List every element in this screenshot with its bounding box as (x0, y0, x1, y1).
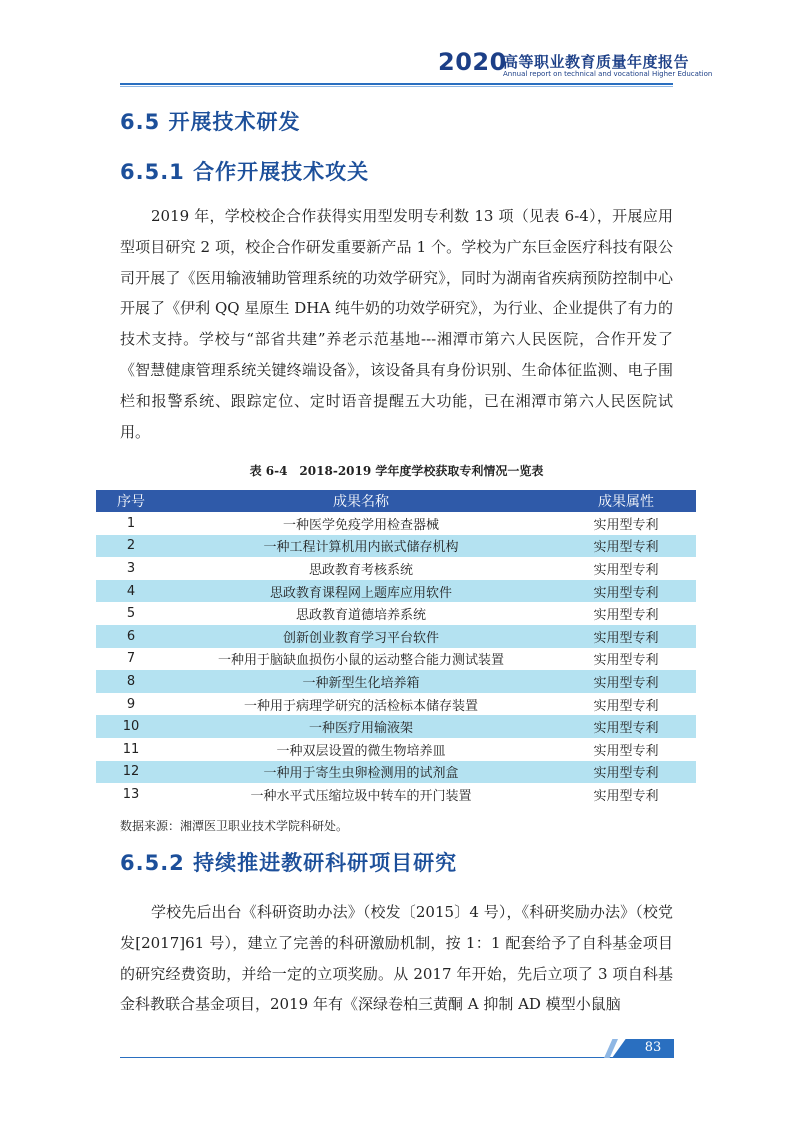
table-header-row (96, 490, 696, 512)
cell-no: 12 (96, 761, 166, 784)
table-row (96, 512, 696, 535)
cell-no: 11 (122, 741, 140, 757)
cell-no: 8 (96, 670, 166, 693)
cell-no: 2 (96, 535, 166, 558)
cell-name: 思政教育课程网上题库应用软件 (166, 580, 556, 603)
cell-no: 6 (96, 625, 166, 648)
report-title: 高等职业教育质量年度报告 (503, 53, 690, 71)
cell-name: 一种用于寄生虫卵检测用的试剂盒 (166, 761, 556, 784)
header-divider-thin (120, 86, 673, 87)
cell-attr: 实用型专利 (556, 580, 696, 603)
cell-attr: 实用型专利 (593, 788, 659, 804)
table-row (96, 648, 696, 671)
cell-attr: 实用型专利 (593, 698, 659, 714)
cell-name: 思政教育道德培养系统 (295, 608, 426, 624)
header-no: 序号 (96, 490, 166, 512)
cell-no: 4 (96, 580, 166, 603)
cell-no: 10 (96, 715, 166, 738)
cell-attr: 实用型专利 (593, 608, 659, 624)
cell-no: 3 (126, 560, 136, 576)
subsection-heading-2: 6.5.2 持续推进教研科研项目研究 (120, 851, 458, 875)
body-paragraph-1: 2019 年，学校校企合作获得实用型发明专利数 13 项（见表 6-4），开展应用型项目研究 2 项，校企合作研发重要新产品 1 个。学校为广东巨金医疗科技有限公司开展了《医用输液辅助管理系统的功效学研究》，同时为湖南省疾病预防控制中心开展了《伊利 QQ 星原生 DHA 纯牛奶的功效学研究》，为行业、企业提供了有力的技术支持。学校与“部省共建”养老示范基地---湘潭市第六人民医院，合作开发了《智慧健康管理系统关键终端设备》，该设备具有身份识别、生命体征监测、电子围栏和报警系统、跟踪定位、定时语音提醒五大功能，已在湘潭市第六人民医院试用。 (120, 207, 673, 441)
subsection-heading-1: 6.5.1 合作开展技术攻关 (120, 160, 370, 184)
cell-name: 一种双层设置的微生物培养皿 (276, 743, 446, 759)
table-row (96, 783, 696, 806)
cell-attr: 实用型专利 (556, 761, 696, 784)
table-caption: 表 6-4 2018-2019 学年度学校获取专利情况一览表 (249, 464, 544, 478)
report-year: 2020 (438, 48, 507, 76)
patent-table (96, 490, 696, 806)
cell-name: 一种新型生化培养箱 (166, 670, 556, 693)
cell-name: 一种用于病理学研究的活检标本储存装置 (243, 698, 478, 714)
footer-divider (120, 1057, 632, 1058)
cell-name: 一种水平式压缩垃圾中转车的开门装置 (250, 788, 472, 804)
header-attr: 成果属性 (556, 490, 696, 512)
table-row (96, 670, 696, 693)
cell-attr: 实用型专利 (556, 715, 696, 738)
body-paragraph-2: 学校先后出台《科研资助办法》（校发〔2015〕4 号），《科研奖励办法》（校党发[2017]61 号），建立了完善的科研激励机制，按 1：1 配套给予了自科基金项目的研究经费资助，并给一定的立项奖励。从 2017 年开始，先后立项了 3 项自科基金科教联合基金项目，2019 年有《深绿卷柏三黄酮 A 抑制 AD 模型小鼠脑 (120, 903, 673, 1014)
cell-attr: 实用型专利 (593, 517, 659, 533)
cell-name: 思政教育考核系统 (308, 562, 413, 578)
table-row (96, 625, 696, 648)
cell-no: 7 (126, 651, 136, 667)
cell-name: 创新创业教育学习平台软件 (166, 625, 556, 648)
cell-attr: 实用型专利 (556, 670, 696, 693)
cell-attr: 实用型专利 (593, 653, 659, 669)
table-row (96, 580, 696, 603)
table-row (96, 693, 696, 716)
cell-name: 一种工程计算机用内嵌式储存机构 (166, 535, 556, 558)
table-row (96, 761, 696, 784)
cell-name: 一种医学免疫学用检查器械 (282, 517, 439, 533)
cell-attr: 实用型专利 (556, 535, 696, 558)
cell-name: 一种医疗用输液架 (166, 715, 556, 738)
table-row (96, 535, 696, 558)
cell-attr: 实用型专利 (593, 562, 659, 578)
table-row (96, 557, 696, 580)
table-source-note: 数据来源：湘潭医卫职业技术学院科研处。 (120, 819, 349, 833)
cell-name: 一种用于脑缺血损伤小鼠的运动整合能力测试装置 (217, 653, 504, 669)
cell-no: 13 (122, 786, 140, 802)
cell-no: 5 (126, 606, 136, 622)
table-row (96, 738, 696, 761)
page-number: 83 (644, 1040, 662, 1055)
section-heading: 6.5 开展技术研发 (120, 110, 301, 134)
cell-no: 1 (126, 515, 136, 531)
cell-attr: 实用型专利 (556, 625, 696, 648)
header-divider (120, 83, 673, 85)
table-row (96, 715, 696, 738)
cell-no: 9 (126, 696, 136, 712)
report-subtitle: Annual report on technical and vocational Higher Education (503, 70, 713, 78)
cell-attr: 实用型专利 (593, 743, 659, 759)
header-name: 成果名称 (166, 490, 556, 512)
table-row (96, 602, 696, 625)
